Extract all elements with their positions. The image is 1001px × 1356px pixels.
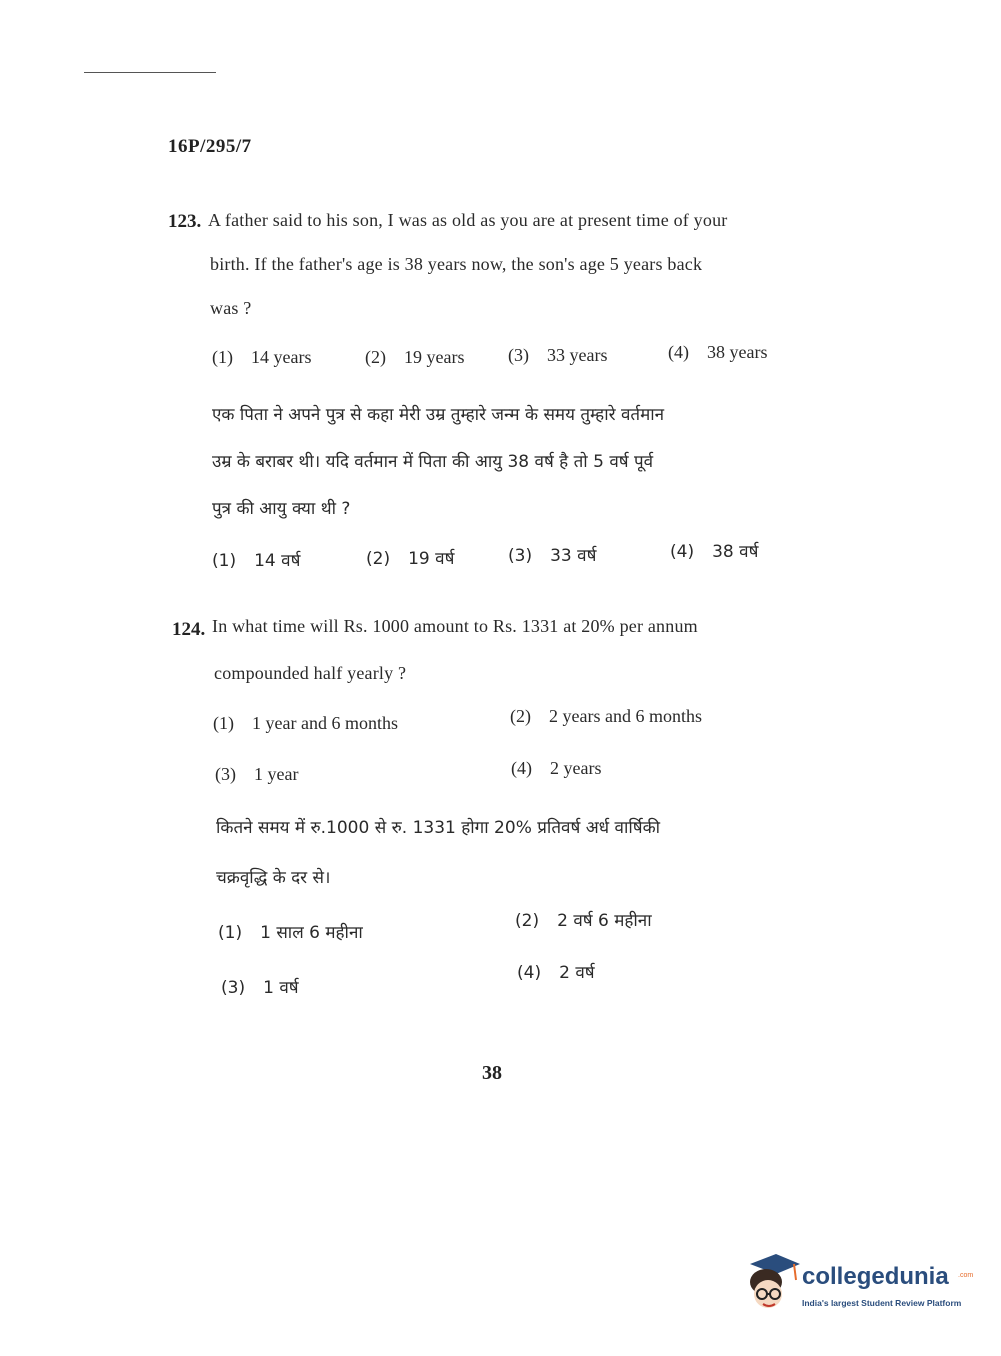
option-text: 38 वर्ष	[712, 542, 759, 562]
question-124-line-2: compounded half yearly ?	[214, 663, 407, 683]
option-number: (1)	[212, 347, 233, 367]
brand-tagline: India's largest Student Review Platform	[802, 1298, 962, 1308]
option-number: (3)	[215, 764, 236, 784]
q124-option-3	[215, 764, 298, 785]
option-text: 1 year and 6 months	[252, 713, 398, 733]
option-number: (3)	[508, 345, 529, 365]
option-number: (4)	[670, 542, 695, 562]
question-123-line-3: was ?	[210, 298, 252, 318]
question-123-number: 123.	[168, 211, 202, 232]
option-number: (2)	[365, 347, 386, 367]
option-number: (3)	[508, 546, 533, 566]
question-124-hindi-line-2: चक्रवृद्धि के दर से।	[216, 868, 331, 888]
option-number: (2)	[510, 706, 531, 726]
option-text: 33 years	[547, 345, 608, 365]
option-text: 19 वर्ष	[408, 549, 455, 569]
q123-option-1	[212, 347, 311, 368]
option-text: 1 साल 6 महीना	[260, 923, 363, 943]
option-number: (1)	[213, 713, 234, 733]
q123-option-2	[365, 347, 464, 368]
question-123-hindi-line-1: एक पिता ने अपने पुत्र से कहा मेरी उम्र तुम्हारे जन्म के समय तुम्हारे वर्तमान	[212, 405, 665, 425]
option-text: 2 years	[550, 758, 602, 778]
q123-hindi-option-4	[670, 539, 758, 562]
option-text: 19 years	[404, 347, 465, 367]
q123-option-4	[668, 342, 767, 363]
option-text: 1 वर्ष	[263, 978, 299, 998]
q124-option-1	[213, 713, 398, 734]
header-rule	[84, 72, 216, 73]
q123-hindi-option-1	[212, 548, 300, 571]
question-124-line-1: In what time will Rs. 1000 amount to Rs. 1331 at 20% per annum	[212, 616, 698, 636]
option-number: (1)	[212, 551, 237, 571]
option-text: 2 years and 6 months	[549, 706, 702, 726]
option-text: 2 वर्ष 6 महीना	[557, 911, 652, 931]
option-number: (1)	[218, 923, 243, 943]
paper-code: 16P/295/7	[168, 136, 252, 157]
mascot-icon	[742, 1250, 802, 1320]
q124-hindi-option-1	[218, 920, 363, 943]
question-123-hindi-line-3: पुत्र की आयु क्या थी ?	[212, 499, 351, 519]
question-123-hindi-line-2: उम्र के बराबर थी। यदि वर्तमान में पिता की आयु 38 वर्ष है तो 5 वर्ष पूर्व	[212, 452, 654, 472]
question-123-line-2: birth. If the father's age is 38 years now, the son's age 5 years back	[210, 254, 703, 274]
q124-option-4	[511, 758, 601, 779]
q124-option-2	[510, 706, 702, 727]
option-text: 2 वर्ष	[559, 963, 595, 983]
q124-hindi-option-4	[517, 960, 595, 983]
brand-name: collegedunia	[802, 1263, 949, 1290]
option-number: (3)	[221, 978, 246, 998]
option-text: 33 वर्ष	[550, 546, 597, 566]
q124-hindi-option-3	[221, 975, 299, 998]
option-text: 14 वर्ष	[254, 551, 301, 571]
option-text: 14 years	[251, 347, 312, 367]
question-124-number: 124.	[172, 619, 206, 640]
page-number: 38	[482, 1062, 502, 1084]
option-number: (2)	[515, 911, 540, 931]
option-number: (4)	[668, 342, 689, 362]
q124-hindi-option-2	[515, 908, 652, 931]
option-number: (4)	[511, 758, 532, 778]
question-123-line-1: A father said to his son, I was as old as you are at present time of your	[208, 210, 728, 230]
q123-hindi-option-2	[366, 546, 454, 569]
q123-option-3	[508, 345, 607, 366]
q123-hindi-option-3	[508, 543, 596, 566]
brand-suffix: .com	[958, 1272, 974, 1279]
option-text: 1 year	[254, 764, 299, 784]
question-124-hindi-line-1: कितने समय में रु.1000 से रु. 1331 होगा 20% प्रतिवर्ष अर्ध वार्षिकी	[216, 818, 661, 838]
option-text: 38 years	[707, 342, 768, 362]
option-number: (2)	[366, 549, 391, 569]
option-number: (4)	[517, 963, 542, 983]
